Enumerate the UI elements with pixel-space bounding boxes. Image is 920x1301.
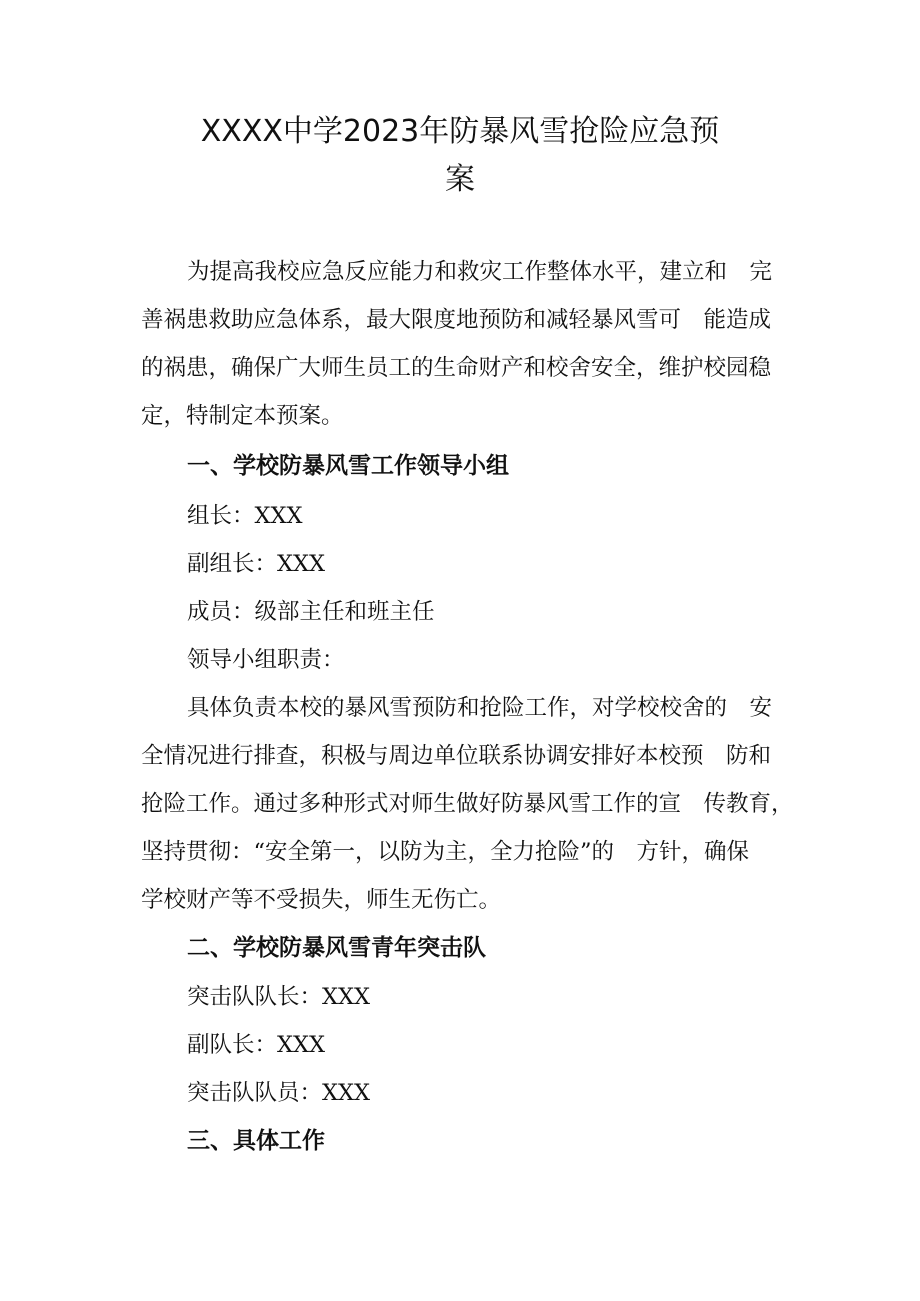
duties-line-2: 全情况进行排查，积极与周边单位联系协调安排好本校预 防和 [141,743,772,769]
intro-line-1: 为提高我校应急反应能力和救灾工作整体水平，建立和 完 [187,259,773,285]
vice-captain-line: 副队长：XXX [187,1032,326,1058]
intro-line-4: 定，特制定本预案。 [141,403,344,429]
section-2-heading: 二、学校防暴风雪青年突击队 [187,935,486,961]
leader-line: 组长：XXX [187,503,303,529]
document-title [150,108,770,204]
duties-line-3: 抢险工作。通过多种形式对师生做好防暴风雪工作的宣 传教育， [141,791,794,817]
intro-line-3: 的祸患，确保广大师生员工的生命财产和校舍安全，维护校园稳 [141,355,772,381]
intro-line-2: 善祸患救助应急体系，最大限度地预防和减轻暴风雪可 能造成 [141,307,772,333]
duties-line-4: 坚持贯彻：“安全第一，以防为主，全力抢险”的 方针，确保 [141,839,750,865]
document-title-line-1: XXXX中学2023年防暴风雪抢险应急预 [200,114,720,149]
deputy-leader-line: 副组长：XXX [187,551,326,577]
team-members-line: 突击队队员：XXX [187,1080,371,1106]
duties-line-5: 学校财产等不受损失，师生无伤亡。 [141,887,502,913]
members-line: 成员：级部主任和班主任 [187,599,435,625]
duties-paragraph [141,684,794,924]
duties-line-1: 具体负责本校的暴风雪预防和抢险工作，对学校校舍的 安 [187,695,773,721]
intro-paragraph [141,248,791,440]
duties-label: 领导小组职责： [187,647,345,673]
document-title-line-2: 案 [445,162,475,197]
captain-line: 突击队队长：XXX [187,984,371,1010]
section-3-heading: 三、具体工作 [187,1128,325,1154]
section-1-heading: 一、学校防暴风雪工作领导小组 [187,453,509,479]
